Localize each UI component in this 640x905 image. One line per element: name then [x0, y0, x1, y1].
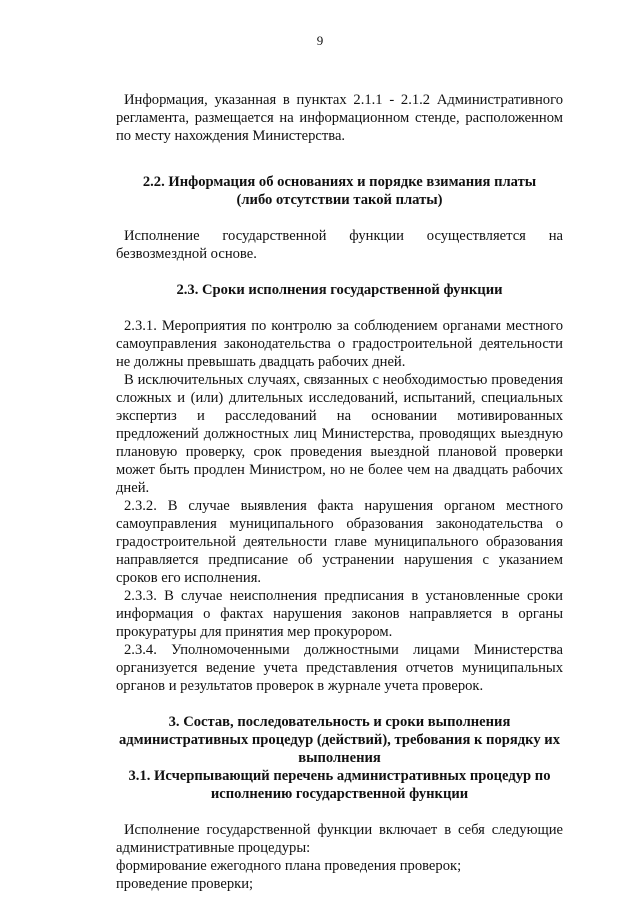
paragraph-2-3-2: 2.3.2. В случае выявления факта нарушения органом местного самоуправления муниципального образования законодательства о градостроительной деятельности главе муниципального образования направляется предписание об устранении нарушения с указанием сроков его исполнения.: [116, 498, 563, 586]
heading-3-line3: выполнения: [298, 750, 381, 766]
page-content: [116, 91, 563, 893]
heading-3-1-line1: 3.1. Исчерпывающий перечень административных процедур по: [128, 768, 551, 784]
paragraph-free-basis: Исполнение государственной функции осуществляется на безвозмездной основе.: [116, 228, 563, 262]
paragraph-3-1-intro: Исполнение государственной функции включает в себя следующие административные процедуры:: [116, 822, 563, 856]
page-number: 9: [316, 33, 324, 48]
heading-3-line2: административных процедур (действий), требования к порядку их: [118, 732, 561, 748]
paragraph-info-placement: Информация, указанная в пунктах 2.1.1 - 2.1.2 Административного регламента, размещается на информационном стенде, расположенном по месту нахождения Министерства.: [116, 92, 563, 144]
paragraph-2-3-1-extension: В исключительных случаях, связанных с необходимостью проведения сложных и (или) длительных исследований, испытаний, специальных экспертиз и расследований на основании мотивированных предложений должностных лиц Министерства, проводящих выездную плановую проверку, срок проведения выездной плановой проверки может быть продлен Министром, но не более чем на двадцать рабочих дней.: [116, 372, 563, 496]
heading-2-3: 2.3. Сроки исполнения государственной функции: [176, 282, 503, 298]
heading-2-2-line1: 2.2. Информация об основаниях и порядке взимания платы: [142, 174, 537, 190]
procedures-list: [116, 857, 563, 893]
list-item: формирование ежегодного плана проведения проверок;: [116, 858, 462, 874]
heading-2-2-line2: (либо отсутствии такой платы): [236, 192, 443, 208]
paragraph-2-3-4: 2.3.4. Уполномоченными должностными лицами Министерства организуется ведение учета представления отчетов муниципальных органов и результатов проверок в журнале учета проверок.: [116, 642, 563, 694]
heading-3-1-line2: исполнению государственной функции: [210, 786, 469, 802]
paragraph-2-3-3: 2.3.3. В случае неисполнения предписания в установленные сроки информация о фактах нарушения законов направляется в органы прокуратуры для принятия мер прокурором.: [116, 588, 563, 640]
list-item: проведение проверки;: [116, 876, 254, 892]
heading-3-line1: 3. Состав, последовательность и сроки выполнения: [168, 714, 511, 730]
paragraph-2-3-1: 2.3.1. Мероприятия по контролю за соблюдением органами местного самоуправления законодательства о градостроительной деятельности не должны превышать двадцать рабочих дней.: [116, 318, 563, 370]
